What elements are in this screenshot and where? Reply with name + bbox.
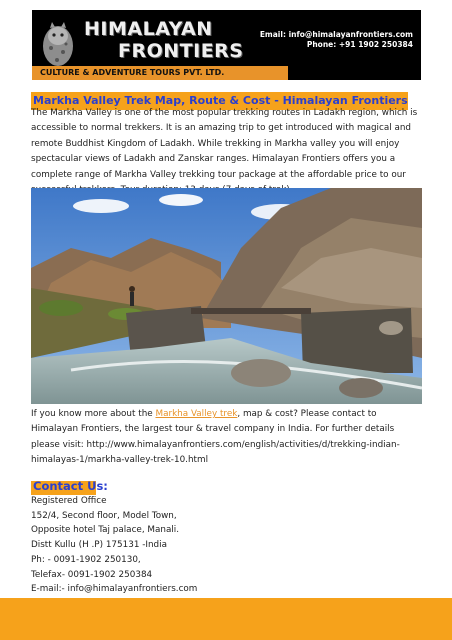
header-email: Email: info@himalayanfrontiers.com xyxy=(259,30,413,39)
telefax-line: Telefax- 0091-1902 250384 xyxy=(31,569,153,580)
brand-name-line2: FRONTIERS xyxy=(118,40,244,62)
markha-valley-trek-link[interactable]: Markha Valley trek xyxy=(155,409,238,419)
brand-name-line1: HIMALAYAN xyxy=(84,18,213,40)
outro-text-after: , map & cost? Please contact to Himalayan Frontiers, the largest tour & travel company in India. For further details please visit: http://www.himalayanfrontiers.com/english/activities/d/trekking-indian-himalayas-1/markha-valley-trek-10.html xyxy=(31,409,400,466)
outro-paragraph xyxy=(31,407,423,469)
email-line: E-mail:- info@himalayanfrontiers.com xyxy=(31,584,198,595)
markha-valley-photo xyxy=(31,188,422,404)
footer-bar xyxy=(0,598,452,640)
phone-line: Ph: - 0091-1902 250130, xyxy=(31,554,141,565)
header-banner xyxy=(32,10,421,80)
address-line: Registered Office xyxy=(31,496,107,506)
contact-address xyxy=(31,494,331,612)
contact-heading: Contact Us: xyxy=(33,479,108,493)
brand-tagline: CULTURE & ADVENTURE TOURS PVT. LTD. xyxy=(32,66,288,80)
header-phone: Phone: +91 1902 250384 xyxy=(306,40,413,49)
address-line: Opposite hotel Taj palace, Manali. xyxy=(31,525,180,536)
address-line: Distt Kullu (H .P) 175131 -India xyxy=(31,540,167,551)
snow-leopard-logo-icon xyxy=(38,16,78,72)
outro-text-before: If you know more about the xyxy=(31,409,156,419)
address-line: 152/4, Second floor, Model Town, xyxy=(31,510,177,521)
valley-landscape-image xyxy=(31,188,422,404)
intro-paragraph: The Markha Valley is one of the most popular trekking routes in Ladakh region, which is accessible to normal trekkers. It is an amazing trip to get introduced with magical and remote Buddhist Kingdom of Ladakh. While trekking in Markha valley you will enjoy spectacular views of Ladakh and Zanskar ranges. Himalayan Frontiers offers you a complete range of Markha Valley trekking tour package at the affordable price to our xyxy=(31,108,418,180)
page-title: Markha Valley Trek Map, Route & Cost - Himalayan Frontiers xyxy=(33,94,408,107)
